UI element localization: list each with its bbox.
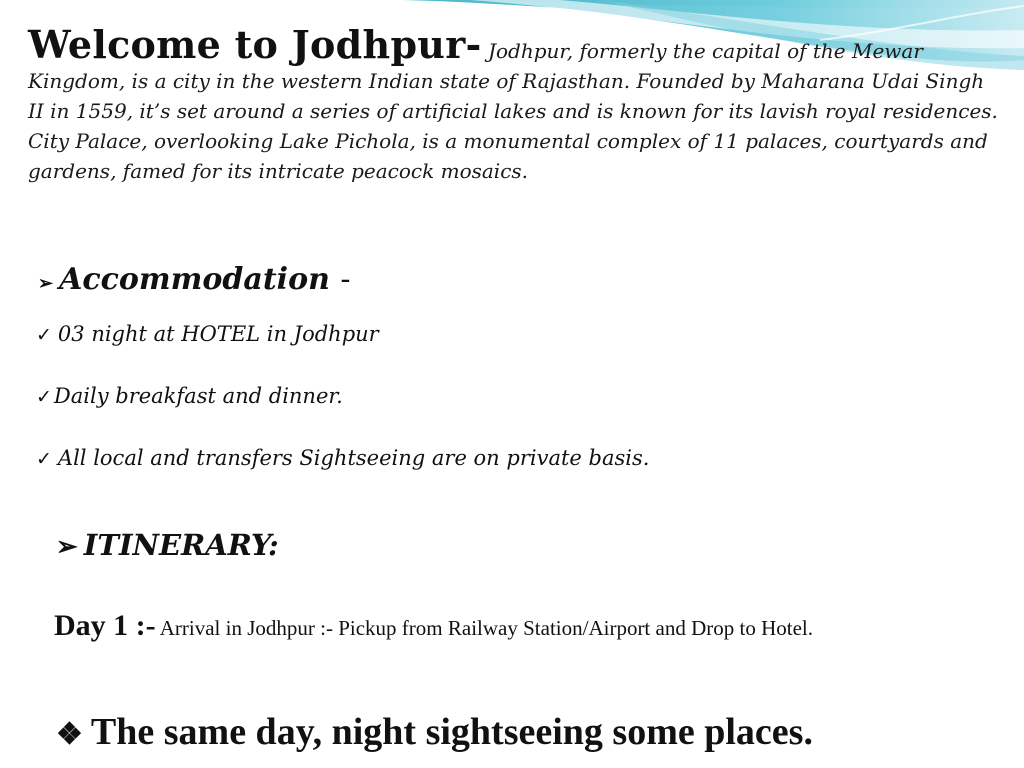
- accommodation-heading-dash: -: [340, 262, 351, 297]
- day-1-label: Day 1 :-: [54, 609, 156, 642]
- list-item-text: Daily breakfast and dinner.: [53, 384, 343, 408]
- intro-description-first: Jodhpur, formerly the capital of the Mewar: [488, 39, 923, 63]
- accommodation-heading-text: Accommodation: [59, 262, 330, 297]
- arrow-bullet-icon: ➢: [38, 273, 54, 294]
- checkmark-icon: ✓: [36, 448, 52, 470]
- intro-paragraph: [28, 22, 998, 186]
- itinerary-heading-text: ITINERARY:: [83, 528, 279, 562]
- itinerary-heading: [56, 528, 279, 562]
- arrow-bullet-icon: ➢: [56, 532, 78, 562]
- page-title: Welcome to Jodhpur-: [28, 22, 482, 67]
- checkmark-icon: ✓: [36, 386, 52, 408]
- list-item-text: All local and transfers Sightseeing are on private basis.: [57, 446, 650, 470]
- accommodation-heading: [38, 262, 351, 297]
- list-item: [36, 384, 343, 408]
- list-item: [36, 446, 649, 470]
- intro-description: Kingdom, is a city in the western Indian state of Rajasthan. Founded by Maharana Udai Singh II in 1559, it’s set around a series of artificial lakes and is known for its lavish royal residences. City Palace, overlooking Lake Pichola, is a monumental complex of 11 palaces, courtyards and gardens, famed for its intricate peacock mosaics.: [28, 69, 998, 183]
- night-sightseeing-text: The same day, night sightseeing some places.: [90, 711, 813, 753]
- day-1-text: Arrival in Jodhpur :- Pickup from Railway Station/Airport and Drop to Hotel.: [159, 616, 813, 640]
- diamond-bullet-icon: ❖: [56, 718, 83, 751]
- list-item-text: 03 night at HOTEL in Jodhpur: [57, 322, 379, 346]
- day-1-entry: [54, 610, 934, 644]
- list-item: [36, 322, 379, 346]
- night-sightseeing-note: [56, 710, 813, 754]
- checkmark-icon: ✓: [36, 324, 52, 346]
